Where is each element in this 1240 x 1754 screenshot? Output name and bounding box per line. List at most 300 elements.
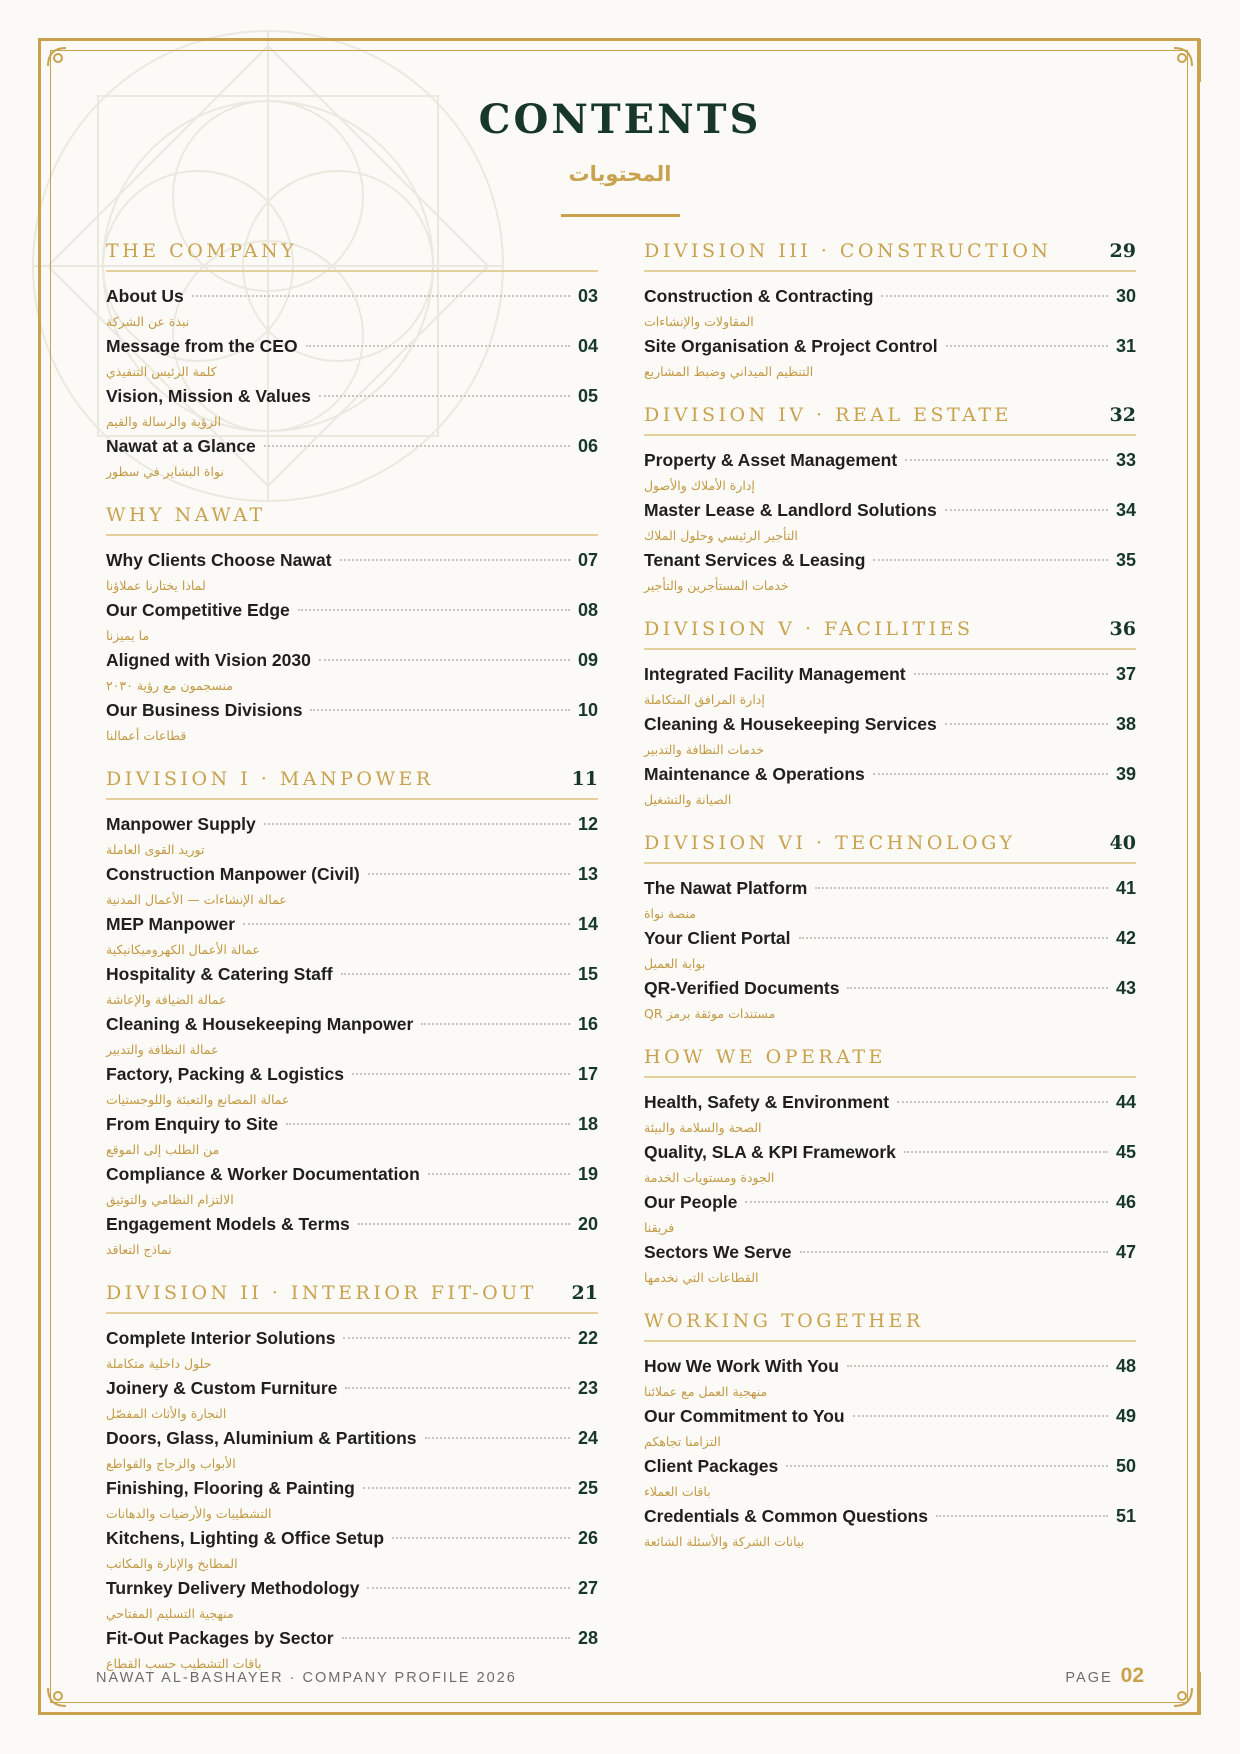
dotted-leader xyxy=(905,459,1108,461)
page-subtitle-arabic: المحتويات xyxy=(568,162,672,186)
section-title: DIVISION V · FACILITIES xyxy=(644,618,974,640)
toc-entry-row xyxy=(106,864,598,890)
toc-entry-page: 45 xyxy=(1115,1142,1136,1162)
corner-ornament-icon xyxy=(36,36,86,86)
footer-company-label: NAWAT AL-BASHAYER · COMPANY PROFILE 2026 xyxy=(96,1670,517,1686)
footer-page-label: PAGE xyxy=(1065,1670,1113,1686)
dotted-leader xyxy=(368,873,570,875)
toc-entry[interactable] xyxy=(644,764,1136,814)
toc-entry-title-arabic: الأبواب والزجاج والقواطع xyxy=(106,1456,236,1471)
toc-entry-title: Sectors We Serve xyxy=(644,1242,792,1262)
toc-entry[interactable] xyxy=(106,650,598,700)
toc-entry-title: Your Client Portal xyxy=(644,928,791,948)
toc-entry-row xyxy=(106,550,598,576)
section-page-number: 11 xyxy=(571,768,598,790)
toc-entry-title-arabic: عمالة المصانع والتعبئة واللوجستيات xyxy=(106,1092,290,1107)
toc-column-left xyxy=(106,236,598,1692)
toc-entry-title-arabic: المطابخ والإنارة والمكاتب xyxy=(106,1556,238,1571)
toc-entry-title-arabic: المقاولات والإنشاءات xyxy=(644,314,754,329)
toc-entry-title: Nawat at a Glance xyxy=(106,436,256,456)
toc-entry[interactable] xyxy=(106,864,598,914)
toc-entry-title: Message from the CEO xyxy=(106,336,298,356)
section-spacer xyxy=(644,814,1136,828)
toc-section xyxy=(644,1042,1136,1306)
footer-page-indicator xyxy=(1065,1664,1144,1688)
toc-entry-page: 09 xyxy=(577,650,598,670)
toc-section xyxy=(644,828,1136,1042)
toc-entry-page: 51 xyxy=(1115,1506,1136,1526)
toc-entry-title: How We Work With You xyxy=(644,1356,839,1376)
dotted-leader xyxy=(286,1123,570,1125)
toc-entry-page: 44 xyxy=(1115,1092,1136,1112)
toc-entry-title-arabic: مستندات موثقة برمز QR xyxy=(644,1006,776,1021)
toc-entry-title: Factory, Packing & Logistics xyxy=(106,1064,344,1084)
toc-entry[interactable] xyxy=(106,1064,598,1114)
section-page-number: 36 xyxy=(1109,618,1136,640)
toc-entry[interactable] xyxy=(106,336,598,386)
dotted-leader xyxy=(319,659,570,661)
toc-entry-row xyxy=(644,286,1136,312)
toc-section xyxy=(106,236,598,500)
section-spacer xyxy=(106,750,598,764)
toc-entry-title-arabic: منصة نواة xyxy=(644,906,696,921)
toc-entry-row xyxy=(644,1506,1136,1532)
dotted-leader xyxy=(352,1073,570,1075)
toc-entry[interactable] xyxy=(644,878,1136,928)
toc-entry-row xyxy=(106,814,598,840)
toc-entry-title-arabic: الالتزام النظامي والتوثيق xyxy=(106,1192,234,1207)
toc-entry-title: Cleaning & Housekeeping Manpower xyxy=(106,1014,414,1034)
toc-entry[interactable] xyxy=(106,1428,598,1478)
toc-entry-row xyxy=(644,1456,1136,1482)
toc-entry-title-arabic: خدمات النظافة والتدبير xyxy=(644,742,765,757)
toc-entry-row xyxy=(644,714,1136,740)
toc-entry-title: Doors, Glass, Aluminium & Partitions xyxy=(106,1428,417,1448)
section-title: DIVISION III · CONSTRUCTION xyxy=(644,240,1052,262)
toc-entry-page: 08 xyxy=(577,600,598,620)
toc-entry-row xyxy=(644,1356,1136,1382)
toc-entry-title-arabic: عمالة النظافة والتدبير xyxy=(106,1042,219,1057)
toc-entry-page: 14 xyxy=(577,914,598,934)
toc-entry[interactable] xyxy=(106,1164,598,1214)
toc-entry[interactable] xyxy=(106,1328,598,1378)
toc-entry-title-arabic: التزامنا تجاهكم xyxy=(644,1434,721,1449)
dotted-leader xyxy=(264,823,570,825)
dotted-leader xyxy=(342,1637,570,1639)
toc-entry-title: The Nawat Platform xyxy=(644,878,808,898)
toc-entry-row xyxy=(644,550,1136,576)
toc-entry-page: 07 xyxy=(577,550,598,570)
toc-entry-title-arabic: عمالة الأعمال الكهروميكانيكية xyxy=(106,942,260,957)
toc-entry-title: Cleaning & Housekeeping Services xyxy=(644,714,937,734)
toc-entry-row xyxy=(644,878,1136,904)
toc-section xyxy=(106,500,598,764)
toc-entry-row xyxy=(106,700,598,726)
toc-entry-row xyxy=(106,914,598,940)
toc-entry-page: 15 xyxy=(577,964,598,984)
toc-entry-title-arabic: باقات العملاء xyxy=(644,1484,711,1499)
toc-entry-row xyxy=(106,386,598,412)
toc-entry-row xyxy=(106,1578,598,1604)
toc-entry[interactable] xyxy=(644,1192,1136,1242)
section-spacer xyxy=(644,1556,1136,1570)
dotted-leader xyxy=(945,509,1108,511)
toc-entry-title: Master Lease & Landlord Solutions xyxy=(644,500,937,520)
section-page-number: 21 xyxy=(571,1282,598,1304)
toc-entry-title: Our People xyxy=(644,1192,738,1212)
page-title: CONTENTS xyxy=(478,96,762,143)
dotted-leader xyxy=(815,887,1108,889)
toc-entry[interactable] xyxy=(106,386,598,436)
toc-entry[interactable] xyxy=(644,286,1136,336)
toc-entry-row xyxy=(644,928,1136,954)
section-title: DIVISION I · MANPOWER xyxy=(106,768,434,790)
toc-entry-row xyxy=(106,1528,598,1554)
section-header xyxy=(644,1042,1136,1078)
dotted-leader xyxy=(914,673,1108,675)
toc-entry-row xyxy=(106,1628,598,1654)
toc-entry[interactable] xyxy=(644,336,1136,386)
toc-entry[interactable] xyxy=(644,714,1136,764)
toc-entry-title: About Us xyxy=(106,286,184,306)
toc-entry-title-arabic: فريقنا xyxy=(644,1220,675,1235)
toc-entry-row xyxy=(106,1378,598,1404)
toc-entry[interactable] xyxy=(106,1528,598,1578)
toc-entry-row xyxy=(106,1014,598,1040)
toc-entry-title: Turnkey Delivery Methodology xyxy=(106,1578,360,1598)
toc-entry-title: From Enquiry to Site xyxy=(106,1114,279,1134)
toc-entry-row xyxy=(106,286,598,312)
toc-entry-title: Complete Interior Solutions xyxy=(106,1328,336,1348)
toc-entry-title: Aligned with Vision 2030 xyxy=(106,650,311,670)
dotted-leader xyxy=(428,1173,570,1175)
toc-entry-title: Manpower Supply xyxy=(106,814,256,834)
toc-section xyxy=(644,614,1136,828)
toc-entry-page: 16 xyxy=(577,1014,598,1034)
toc-entry-title-arabic: التأجير الرئيسي وحلول الملاك xyxy=(644,528,798,543)
toc-entry[interactable] xyxy=(644,1356,1136,1406)
section-header xyxy=(644,614,1136,650)
toc-entry-page: 22 xyxy=(577,1328,598,1348)
dotted-leader xyxy=(945,723,1108,725)
toc-entry-title-arabic: عمالة الإنشاءات — الأعمال المدنية xyxy=(106,892,287,907)
toc-entry[interactable] xyxy=(644,928,1136,978)
toc-entry-page: 28 xyxy=(577,1628,598,1648)
toc-entry-title-arabic: النجارة والأثاث المفصّل xyxy=(106,1406,227,1421)
toc-entry-title-arabic: توريد القوى العاملة xyxy=(106,842,205,857)
toc-entry-title-arabic: الجودة ومستويات الخدمة xyxy=(644,1170,775,1185)
toc-entry-page: 17 xyxy=(577,1064,598,1084)
toc-entry-page: 10 xyxy=(577,700,598,720)
dotted-leader xyxy=(421,1023,570,1025)
toc-entry-row xyxy=(106,600,598,626)
toc-entry-title: Site Organisation & Project Control xyxy=(644,336,938,356)
section-header xyxy=(644,1306,1136,1342)
dotted-leader xyxy=(345,1387,570,1389)
toc-entry-title-arabic: بيانات الشركة والأسئلة الشائعة xyxy=(644,1534,805,1549)
toc-entry[interactable] xyxy=(644,1092,1136,1142)
toc-entry-page: 38 xyxy=(1115,714,1136,734)
section-title: THE COMPANY xyxy=(106,240,298,262)
toc-entry-row xyxy=(644,336,1136,362)
section-spacer xyxy=(644,600,1136,614)
section-header xyxy=(106,500,598,536)
toc-entry[interactable] xyxy=(644,1406,1136,1456)
toc-entry-row xyxy=(644,1406,1136,1432)
section-spacer xyxy=(644,386,1136,400)
toc-entry-title: Maintenance & Operations xyxy=(644,764,865,784)
toc-entry-row xyxy=(644,978,1136,1004)
toc-column-right xyxy=(644,236,1136,1570)
toc-entry[interactable] xyxy=(644,1142,1136,1192)
dotted-leader xyxy=(392,1537,570,1539)
toc-entry-page: 42 xyxy=(1115,928,1136,948)
toc-entry-title: QR-Verified Documents xyxy=(644,978,840,998)
toc-entry[interactable] xyxy=(106,914,598,964)
toc-entry-title-arabic: ما يميزنا xyxy=(106,628,150,643)
toc-entry-row xyxy=(644,764,1136,790)
dotted-leader xyxy=(298,609,570,611)
toc-entry-page: 06 xyxy=(577,436,598,456)
toc-entry[interactable] xyxy=(106,1114,598,1164)
dotted-leader xyxy=(881,295,1108,297)
toc-entry[interactable] xyxy=(106,436,598,486)
dotted-leader xyxy=(936,1515,1108,1517)
dotted-leader xyxy=(319,395,570,397)
section-title: DIVISION II · INTERIOR FIT-OUT xyxy=(106,1282,537,1304)
toc-entry-page: 25 xyxy=(577,1478,598,1498)
toc-entry-page: 12 xyxy=(577,814,598,834)
section-title: DIVISION VI · TECHNOLOGY xyxy=(644,832,1016,854)
toc-entry-title-arabic: خدمات المستأجرين والتأجير xyxy=(644,578,789,593)
toc-section xyxy=(106,1278,598,1692)
toc-entry[interactable] xyxy=(644,1506,1136,1556)
section-header xyxy=(644,236,1136,272)
dotted-leader xyxy=(847,1365,1108,1367)
toc-entry-title: Compliance & Worker Documentation xyxy=(106,1164,420,1184)
toc-entry-title-arabic: عمالة الضيافة والإعاشة xyxy=(106,992,227,1007)
toc-entry-title-arabic: الصحة والسلامة والبيئة xyxy=(644,1120,762,1135)
toc-entry-page: 13 xyxy=(577,864,598,884)
toc-entry-title-arabic: لماذا يختارنا عملاؤنا xyxy=(106,578,206,593)
toc-section xyxy=(644,400,1136,614)
toc-entry[interactable] xyxy=(106,700,598,750)
toc-entry-page: 49 xyxy=(1115,1406,1136,1426)
toc-entry[interactable] xyxy=(106,1214,598,1264)
corner-ornament-icon xyxy=(36,1668,86,1718)
dotted-leader xyxy=(873,773,1108,775)
toc-entry-title-arabic: القطاعات التي نخدمها xyxy=(644,1270,759,1285)
toc-entry-page: 26 xyxy=(577,1528,598,1548)
section-title: WHY NAWAT xyxy=(106,504,266,526)
toc-entry[interactable] xyxy=(106,1478,598,1528)
toc-entry-page: 24 xyxy=(577,1428,598,1448)
toc-entry-title: Quality, SLA & KPI Framework xyxy=(644,1142,896,1162)
toc-entry-title-arabic: باقات التشطيب حسب القطاع xyxy=(106,1656,262,1671)
toc-entry-page: 34 xyxy=(1115,500,1136,520)
toc-entry-row xyxy=(106,436,598,462)
toc-entry-page: 27 xyxy=(577,1578,598,1598)
toc-entry-page: 47 xyxy=(1115,1242,1136,1262)
toc-entry-title-arabic: التشطيبات والأرضيات والدهانات xyxy=(106,1506,272,1521)
toc-entry[interactable] xyxy=(644,664,1136,714)
dotted-leader xyxy=(264,445,570,447)
toc-entry-page: 03 xyxy=(577,286,598,306)
toc-entry-title: Joinery & Custom Furniture xyxy=(106,1378,338,1398)
dotted-leader xyxy=(873,559,1108,561)
toc-entry-page: 37 xyxy=(1115,664,1136,684)
toc-entry-page: 23 xyxy=(577,1378,598,1398)
toc-entry-title: Finishing, Flooring & Painting xyxy=(106,1478,355,1498)
toc-entry-row xyxy=(106,1328,598,1354)
toc-entry-title-arabic: حلول داخلية متكاملة xyxy=(106,1356,212,1371)
toc-entry[interactable] xyxy=(644,1456,1136,1506)
toc-entry-page: 33 xyxy=(1115,450,1136,470)
dotted-leader xyxy=(425,1437,570,1439)
section-title: HOW WE OPERATE xyxy=(644,1046,886,1068)
toc-entry-page: 46 xyxy=(1115,1192,1136,1212)
toc-entry-page: 48 xyxy=(1115,1356,1136,1376)
toc-entry-title-arabic: نبذة عن الشركة xyxy=(106,314,190,329)
toc-entry-title: MEP Manpower xyxy=(106,914,236,934)
toc-section xyxy=(106,764,598,1278)
toc-entry-title: Client Packages xyxy=(644,1456,779,1476)
dotted-leader xyxy=(310,709,570,711)
toc-entry[interactable] xyxy=(106,286,598,336)
toc-entry-page: 35 xyxy=(1115,550,1136,570)
toc-entry-page: 05 xyxy=(577,386,598,406)
toc-entry-title: Integrated Facility Management xyxy=(644,664,906,684)
dotted-leader xyxy=(341,973,570,975)
toc-entry-row xyxy=(644,1242,1136,1268)
section-spacer xyxy=(644,1028,1136,1042)
footer-page-number: 02 xyxy=(1120,1664,1144,1687)
dotted-leader xyxy=(306,345,570,347)
toc-entry-title: Tenant Services & Leasing xyxy=(644,550,866,570)
toc-entry-page: 41 xyxy=(1115,878,1136,898)
toc-entry[interactable] xyxy=(106,1014,598,1064)
toc-entry-title-arabic: إدارة الأملاك والأصول xyxy=(644,478,755,493)
toc-entry-row xyxy=(644,1192,1136,1218)
toc-entry-page: 43 xyxy=(1115,978,1136,998)
toc-entry-page: 30 xyxy=(1115,286,1136,306)
toc-entry-title-arabic: منهجية التسليم المفتاحي xyxy=(106,1606,234,1621)
section-spacer xyxy=(106,1264,598,1278)
dotted-leader xyxy=(340,559,570,561)
toc-entry[interactable] xyxy=(106,550,598,600)
toc-entry-title: Hospitality & Catering Staff xyxy=(106,964,333,984)
toc-entry-page: 39 xyxy=(1115,764,1136,784)
toc-entry-title: Vision, Mission & Values xyxy=(106,386,311,406)
toc-entry[interactable] xyxy=(644,450,1136,500)
corner-ornament-icon xyxy=(1154,36,1204,86)
section-spacer xyxy=(106,486,598,500)
toc-entry[interactable] xyxy=(106,814,598,864)
toc-entry-title-arabic: بوابة العميل xyxy=(644,956,706,971)
dotted-leader xyxy=(363,1487,570,1489)
toc-entry-title-arabic: من الطلب إلى الموقع xyxy=(106,1142,220,1157)
toc-entry-title: Property & Asset Management xyxy=(644,450,898,470)
dotted-leader xyxy=(358,1223,570,1225)
toc-entry-title: Why Clients Choose Nawat xyxy=(106,550,332,570)
toc-entry-title: Our Commitment to You xyxy=(644,1406,845,1426)
dotted-leader xyxy=(946,345,1108,347)
toc-entry-title: Engagement Models & Terms xyxy=(106,1214,350,1234)
toc-entry-title: Construction & Contracting xyxy=(644,286,874,306)
section-header xyxy=(644,828,1136,864)
toc-entry-title: Our Business Divisions xyxy=(106,700,303,720)
toc-section xyxy=(644,236,1136,400)
toc-entry-title: Fit-Out Packages by Sector xyxy=(106,1628,334,1648)
toc-entry-page: 04 xyxy=(577,336,598,356)
toc-entry-page: 19 xyxy=(577,1164,598,1184)
toc-entry-page: 50 xyxy=(1115,1456,1136,1476)
toc-entry[interactable] xyxy=(644,978,1136,1028)
toc-entry-title-arabic: كلمة الرئيس التنفيذي xyxy=(106,364,217,379)
dotted-leader xyxy=(799,937,1108,939)
toc-entry-title-arabic: الرؤية والرسالة والقيم xyxy=(106,414,222,429)
toc-entry-page: 31 xyxy=(1115,336,1136,356)
toc-entry-row xyxy=(106,1428,598,1454)
section-header xyxy=(106,1278,598,1314)
section-header xyxy=(106,236,598,272)
dotted-leader xyxy=(800,1251,1108,1253)
section-title: DIVISION IV · REAL ESTATE xyxy=(644,404,1012,426)
toc-entry-row xyxy=(644,1142,1136,1168)
section-title: WORKING TOGETHER xyxy=(644,1310,924,1332)
toc-entry-title-arabic: التنظيم الميداني وضبط المشاريع xyxy=(644,364,814,379)
toc-entry-title-arabic: نماذج التعاقد xyxy=(106,1242,172,1257)
toc-entry[interactable] xyxy=(106,1378,598,1428)
toc-entry-row xyxy=(106,1114,598,1140)
toc-entry[interactable] xyxy=(106,1578,598,1628)
dotted-leader xyxy=(904,1151,1108,1153)
toc-entry-title: Kitchens, Lighting & Office Setup xyxy=(106,1528,385,1548)
dotted-leader xyxy=(847,987,1108,989)
toc-entry-title: Credentials & Common Questions xyxy=(644,1506,928,1526)
toc-entry-page: 20 xyxy=(577,1214,598,1234)
title-divider xyxy=(561,214,680,217)
toc-entry[interactable] xyxy=(644,1242,1136,1292)
toc-entry-title: Health, Safety & Environment xyxy=(644,1092,890,1112)
section-page-number: 32 xyxy=(1109,404,1136,426)
toc-entry-title-arabic: الصيانة والتشغيل xyxy=(644,792,732,807)
toc-entry[interactable] xyxy=(106,964,598,1014)
dotted-leader xyxy=(343,1337,570,1339)
toc-entry-title-arabic: قطاعات أعمالنا xyxy=(106,728,187,743)
toc-entry-row xyxy=(106,650,598,676)
toc-entry-title-arabic: منهجية العمل مع عملائنا xyxy=(644,1384,768,1399)
corner-ornament-icon xyxy=(1154,1668,1204,1718)
toc-entry-row xyxy=(644,664,1136,690)
toc-entry-row xyxy=(106,336,598,362)
toc-entry-row xyxy=(644,1092,1136,1118)
section-page-number: 29 xyxy=(1109,240,1136,262)
toc-entry[interactable] xyxy=(644,550,1136,600)
section-spacer xyxy=(644,1292,1136,1306)
toc-entry-title-arabic: إدارة المرافق المتكاملة xyxy=(644,692,765,707)
toc-entry-row xyxy=(106,1164,598,1190)
toc-entry-row xyxy=(644,500,1136,526)
toc-entry-row xyxy=(644,450,1136,476)
toc-section xyxy=(644,1306,1136,1570)
toc-entry-row xyxy=(106,1214,598,1240)
toc-entry[interactable] xyxy=(106,600,598,650)
toc-entry[interactable] xyxy=(644,500,1136,550)
toc-entry-title: Our Competitive Edge xyxy=(106,600,290,620)
toc-entry-row xyxy=(106,964,598,990)
dotted-leader xyxy=(243,923,570,925)
